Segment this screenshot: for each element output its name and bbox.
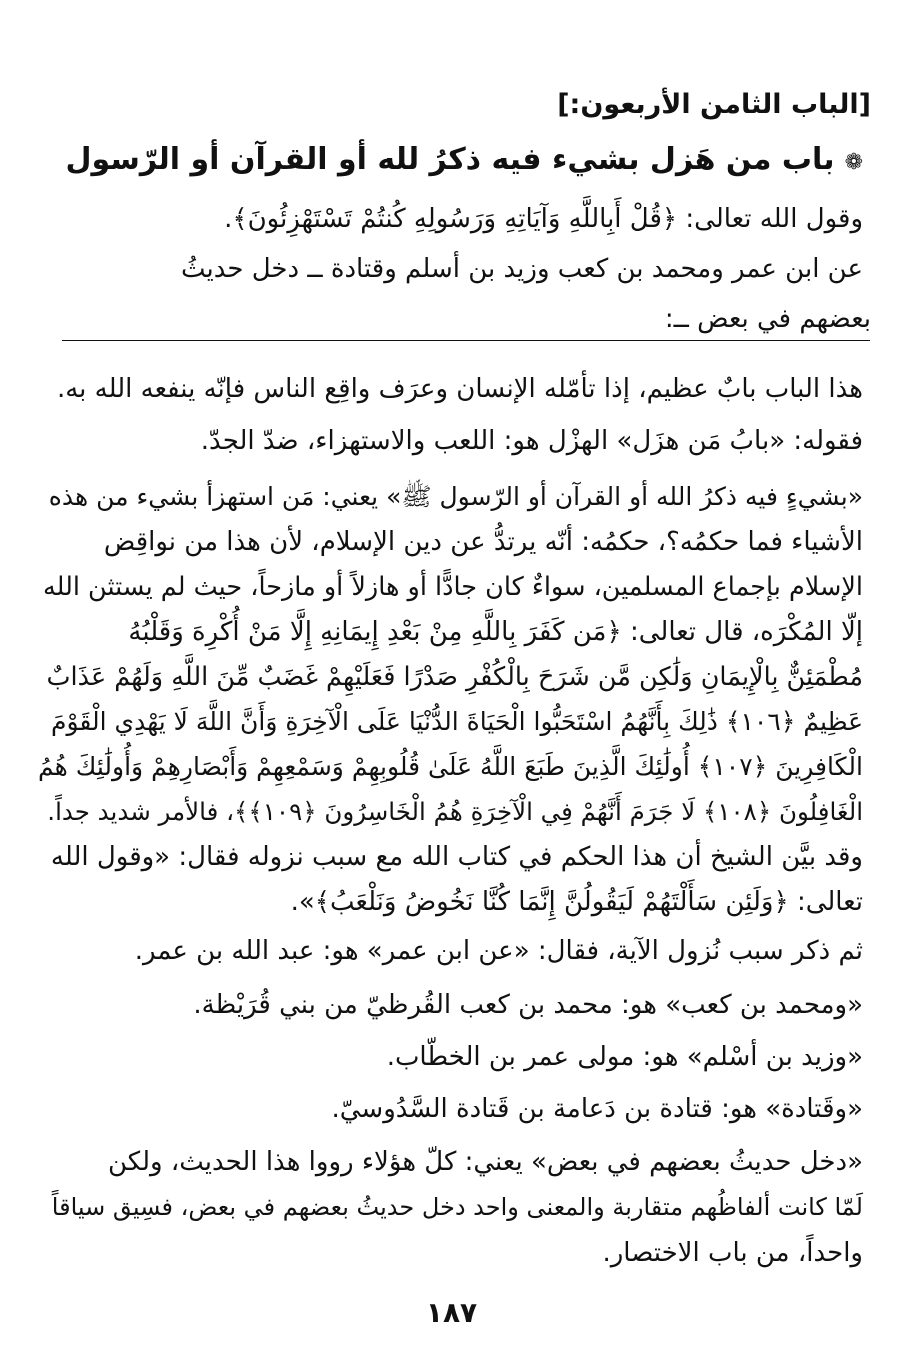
chapter-title-text: باب من هَزل بشيء فيه ذكرُ لله أو القرآن أو الرّسول [65,142,835,177]
chapter-title [66,140,864,183]
commentary-line: الأشياء فما حكمُه؟، حكمُه: أنّه يرتدُّ عن دين الإسلام، لأن هذا من نواقِض [103,527,863,557]
page-number: ١٨٧ [425,1296,478,1329]
commentary-line: وقد بيَّن الشيخ أن هذا الحكم في كتاب الله مع سبب نزوله فقال: «وقول الله [50,842,863,872]
commentary-line: لَمّا كانت ألفاظُهم متقاربة والمعنى واحد دخل حديثُ بعضهم في بعض، فسِيق سياقاً [51,1193,863,1221]
main-text-line: وقول الله تعالى: ﴿قُلْ أَبِاللَّهِ وَآيَاتِهِ وَرَسُولِهِ كُنتُمْ تَسْتَهْزِئُونَ﴾. [224,204,863,234]
section-divider [62,340,870,341]
commentary-line: «وزيد بن أسْلم» هو: مولى عمر بن الخطّاب. [386,1042,863,1072]
commentary-line: «وقَتادة» هو: قتادة بن دَعامة بن قَتادة السَّدُوسيّ. [331,1094,863,1124]
commentary-line: الْغَافِلُونَ ﴿١٠٨﴾ لَا جَرَمَ أَنَّهُمْ فِي الْآخِرَةِ هُمُ الْخَاسِرُونَ ﴿١٠٩﴾﴾، فالأمر شديد جداً. [47,797,863,826]
commentary-line: الإسلام بإجماع المسلمين، سواءٌ كان جادًّا أو هازلاً أو مازحاً، حيث لم يستثن الله [42,572,863,602]
commentary-line: الْكَافِرِينَ ﴿١٠٧﴾ أُولَٰئِكَ الَّذِينَ طَبَعَ اللَّهُ عَلَىٰ قُلُوبِهِمْ وَسَمْعِهِمْ وَأَبْصَارِهِمْ وَأُولَٰئِكَ هُمُ [38,752,863,781]
commentary-line: هذا الباب بابٌ عظيم، إذا تأمّله الإنسان وعرَف واقِع الناس فإنّه ينفعه الله به. [56,374,863,404]
commentary-line: عَظِيمٌ ﴿١٠٦﴾ ذَٰلِكَ بِأَنَّهُمُ اسْتَحَبُّوا الْحَيَاةَ الدُّنْيَا عَلَى الْآخِرَةِ وَأَنَّ اللَّهَ لَا يَهْدِي الْقَوْمَ [50,707,863,736]
chapter-marker: [الباب الثامن الأربعون:] [557,89,871,120]
commentary-line: إلّا المُكْرَه، قال تعالى: ﴿مَن كَفَرَ بِاللَّهِ مِنْ بَعْدِ إِيمَانِهِ إِلَّا مَنْ أُكْرِهَ وَقَلْبُهُ [128,617,863,647]
commentary-line: تعالى: ﴿وَلَئِن سَأَلْتَهُمْ لَيَقُولُنَّ إِنَّمَا كُنَّا نَخُوضُ وَنَلْعَبُ﴾». [290,887,863,917]
commentary-line: ثم ذكر سبب نُزول الآية، فقال: «عن ابن عمر» هو: عبد الله بن عمر. [134,936,863,966]
commentary-line: «ومحمد بن كعب» هو: محمد بن كعب القُرظيّ من بني قُرَيْظة. [193,990,863,1020]
flower-ornament-icon: ❁ [844,150,863,175]
commentary-line: فقوله: «بابُ مَن هزَل» الهزْل هو: اللعب والاستهزاء، ضدّ الجدّ. [200,426,863,456]
commentary-line: «بشيءٍ فيه ذكرُ الله أو القرآن أو الرّسول ﷺ» يعني: مَن استهزأ بشيء من هذه [48,482,863,511]
commentary-line: مُطْمَئِنٌّ بِالْإِيمَانِ وَلَٰكِن مَّن شَرَحَ بِالْكُفْرِ صَدْرًا فَعَلَيْهِمْ غَضَبٌ مِّنَ اللَّهِ وَلَهُمْ عَذَابٌ [46,662,863,692]
commentary-line: واحداً، من باب الاختصار. [602,1238,863,1268]
main-text-line: عن ابن عمر ومحمد بن كعب وزيد بن أسلم وقتادة ــ دخل حديثُ [180,254,863,284]
commentary-line: «دخل حديثُ بعضهم في بعض» يعني: كلّ هؤلاء رووا هذا الحديث، ولكن [107,1147,863,1177]
main-text-line: بعضهم في بعض ــ: [664,304,871,334]
